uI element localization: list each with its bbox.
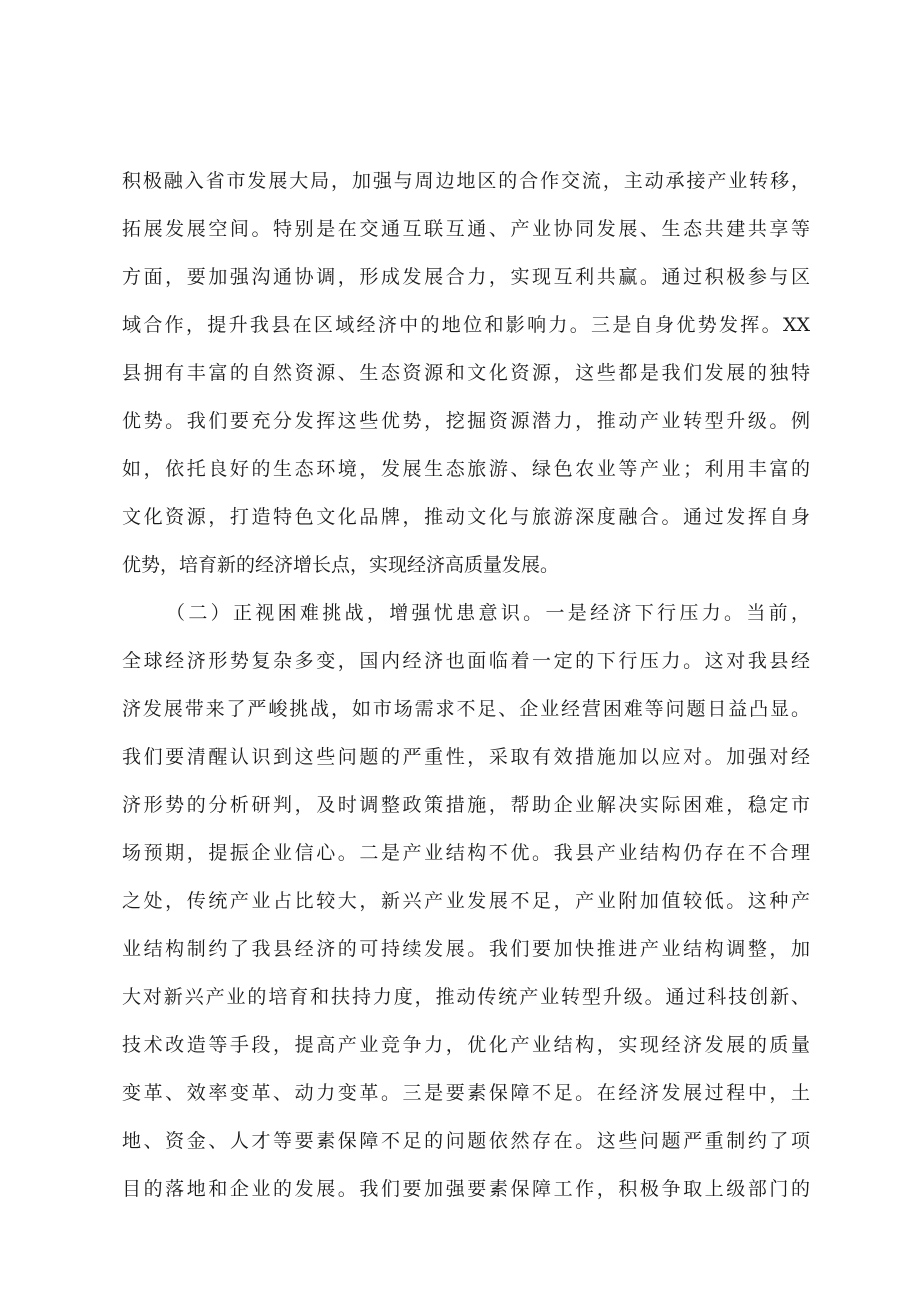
text-line: 积极融入省市发展大局，加强与周边地区的合作交流，主动承接产业转移，: [122, 170, 810, 192]
text-line: 全球经济形势复杂多变，国内经济也面临着一定的下行压力。这对我县经: [122, 650, 810, 672]
text-line: 拓展发展空间。特别是在交通互联互通、产业协同发展、生态共建共享等: [122, 218, 810, 240]
text-line: 之处，传统产业占比较大，新兴产业发展不足，产业附加值较低。这种产: [122, 890, 810, 912]
text-line: 县拥有丰富的自然资源、生态资源和文化资源，这些都是我们发展的独特: [122, 362, 810, 384]
text-line: 场预期，提振企业信心。二是产业结构不优。我县产业结构仍存在不合理: [122, 842, 810, 864]
text-line: 域合作，提升我县在区域经济中的地位和影响力。三是自身优势发挥。XX: [122, 314, 810, 336]
text-line: 优势。我们要充分发挥这些优势，挖掘资源潜力，推动产业转型升级。例: [122, 410, 810, 432]
text-line: 大对新兴产业的培育和扶持力度，推动传统产业转型升级。通过科技创新、: [122, 986, 810, 1008]
text-line: 地、资金、人才等要素保障不足的问题依然存在。这些问题严重制约了项: [122, 1130, 810, 1152]
text-line: 技术改造等手段，提高产业竞争力，优化产业结构，实现经济发展的质量: [122, 1034, 810, 1056]
text-line: 如，依托良好的生态环境，发展生态旅游、绿色农业等产业；利用丰富的: [122, 458, 810, 480]
text-line: 方面，要加强沟通协调，形成发展合力，实现互利共赢。通过积极参与区: [122, 266, 810, 288]
text-line: 业结构制约了我县经济的可持续发展。我们要加快推进产业结构调整，加: [122, 938, 810, 960]
text-line: 文化资源，打造特色文化品牌，推动文化与旅游深度融合。通过发挥自身: [122, 506, 810, 528]
text-line: 目的落地和企业的发展。我们要加强要素保障工作，积极争取上级部门的: [122, 1178, 810, 1200]
text-line: 变革、效率变革、动力变革。三是要素保障不足。在经济发展过程中，土: [122, 1082, 810, 1104]
section-heading-line: （二）正视困难挑战，增强忧患意识。一是经济下行压力。当前，: [166, 602, 810, 624]
text-line: 我们要清醒认识到这些问题的严重性，采取有效措施加以应对。加强对经: [122, 746, 810, 768]
text-line: 济发展带来了严峻挑战，如市场需求不足、企业经营困难等问题日益凸显。: [122, 698, 810, 720]
text-line: 济形势的分析研判，及时调整政策措施，帮助企业解决实际困难，稳定市: [122, 794, 810, 816]
text-line: 优势，培育新的经济增长点，实现经济高质量发展。: [122, 554, 560, 576]
